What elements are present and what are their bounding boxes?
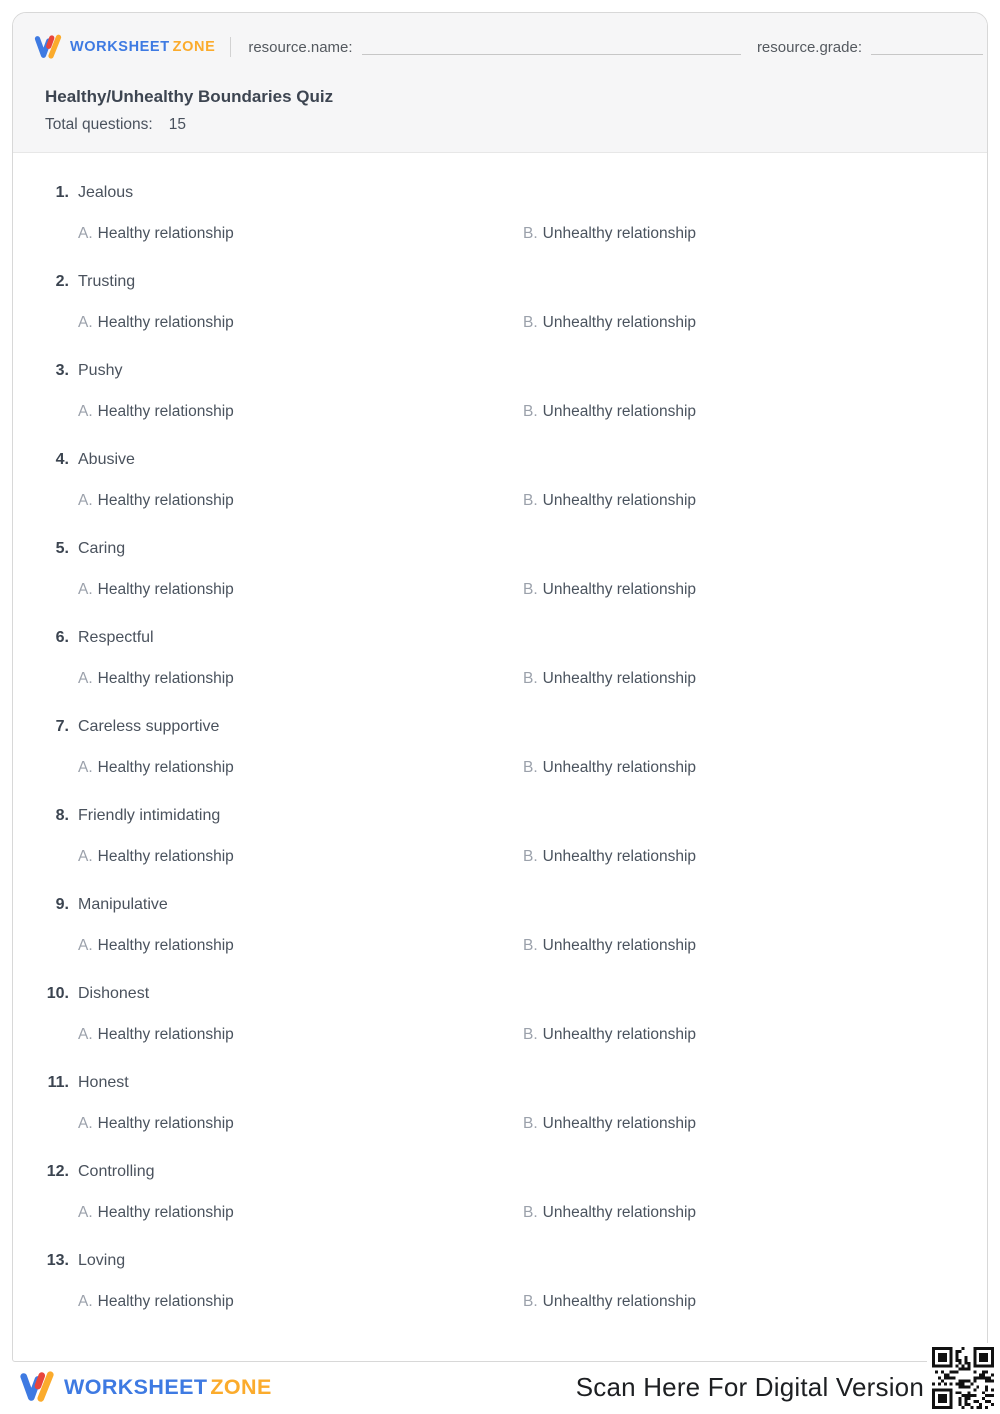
option-b-text: Unhealthy relationship	[542, 581, 697, 598]
question-block	[29, 538, 955, 600]
question-block	[29, 360, 955, 422]
option-b[interactable]	[523, 846, 955, 867]
question-row	[29, 360, 955, 382]
option-b-text: Unhealthy relationship	[542, 492, 697, 509]
option-b-letter: B.	[523, 492, 538, 509]
option-b-text: Unhealthy relationship	[542, 225, 697, 242]
option-b-letter: B.	[523, 670, 538, 687]
option-b-text: Unhealthy relationship	[542, 1293, 697, 1310]
question-text: Honest	[78, 1074, 129, 1091]
question-number: 3.	[55, 362, 69, 379]
question-number: 13.	[46, 1252, 69, 1269]
option-b-letter: B.	[523, 1026, 538, 1043]
questions-list	[13, 153, 987, 1312]
option-a-letter: A.	[78, 670, 93, 687]
question-row	[29, 716, 955, 738]
option-a[interactable]	[78, 401, 523, 422]
total-questions-label: Total questions:	[45, 116, 153, 133]
footer-brand-wordmark	[64, 1375, 272, 1400]
option-b-letter: B.	[523, 581, 538, 598]
question-text: Respectful	[78, 629, 154, 646]
option-b-letter: B.	[523, 1204, 538, 1221]
option-a-letter: A.	[78, 1115, 93, 1132]
option-a-text: Healthy relationship	[97, 1115, 234, 1132]
question-text: Dishonest	[78, 985, 150, 1002]
option-a-text: Healthy relationship	[97, 937, 234, 954]
question-number: 4.	[55, 451, 69, 468]
question-number: 7.	[55, 718, 69, 735]
question-options	[78, 1024, 955, 1045]
question-number: 12.	[46, 1163, 69, 1180]
question-options	[78, 846, 955, 867]
option-a-letter: A.	[78, 314, 93, 331]
option-a[interactable]	[78, 935, 523, 956]
option-b[interactable]	[523, 668, 955, 689]
total-questions-row	[45, 116, 983, 134]
resource-grade-blank-line	[871, 54, 983, 55]
option-b-text: Unhealthy relationship	[542, 937, 697, 954]
option-a[interactable]	[78, 1291, 523, 1312]
question-number: 9.	[55, 896, 69, 913]
question-options	[78, 579, 955, 600]
option-a-letter: A.	[78, 1026, 93, 1043]
option-a-text: Healthy relationship	[97, 670, 234, 687]
option-b-text: Unhealthy relationship	[542, 1026, 697, 1043]
option-b[interactable]	[523, 757, 955, 778]
qr-code	[927, 1343, 999, 1413]
option-a-letter: A.	[78, 937, 93, 954]
worksheetzone-logo-icon	[33, 31, 63, 63]
question-options	[78, 490, 955, 511]
question-row	[29, 271, 955, 293]
option-b[interactable]	[523, 1024, 955, 1045]
brand-word-worksheet: WORKSHEET	[64, 1374, 208, 1399]
scan-here-text: Scan Here For Digital Version	[575, 1371, 924, 1402]
question-options	[78, 757, 955, 778]
header-brand-row	[33, 30, 983, 64]
option-b-letter: B.	[523, 314, 538, 331]
question-row	[29, 983, 955, 1005]
brand-word-worksheet: WORKSHEET	[70, 39, 170, 55]
option-b[interactable]	[523, 579, 955, 600]
option-a-letter: A.	[78, 492, 93, 509]
option-b-text: Unhealthy relationship	[542, 1204, 697, 1221]
option-b-text: Unhealthy relationship	[542, 1115, 697, 1132]
total-questions-value: 15	[168, 116, 186, 133]
option-b-text: Unhealthy relationship	[542, 670, 697, 687]
question-text: Trusting	[78, 273, 136, 290]
question-options	[78, 223, 955, 244]
resource-grade-label: resource.grade:	[756, 38, 862, 56]
resource-name-blank-line	[362, 54, 741, 55]
question-number: 6.	[55, 629, 69, 646]
question-text: Careless supportive	[78, 718, 220, 735]
question-text: Caring	[78, 540, 126, 557]
question-row	[29, 1161, 955, 1183]
option-b[interactable]	[523, 1291, 955, 1312]
option-a-text: Healthy relationship	[97, 225, 234, 242]
option-b[interactable]	[523, 490, 955, 511]
question-block	[29, 716, 955, 778]
option-b[interactable]	[523, 312, 955, 333]
question-row	[29, 449, 955, 471]
question-row	[29, 627, 955, 649]
question-options	[78, 1202, 955, 1223]
option-b[interactable]	[523, 1113, 955, 1134]
question-block	[29, 1072, 955, 1134]
option-b-letter: B.	[523, 1115, 538, 1132]
question-text: Abusive	[78, 451, 135, 468]
question-block	[29, 805, 955, 867]
brand-word-zone: ZONE	[210, 1374, 272, 1399]
question-options	[78, 935, 955, 956]
option-a-text: Healthy relationship	[97, 1026, 234, 1043]
question-block	[29, 1161, 955, 1223]
question-block	[29, 1250, 955, 1312]
question-text: Friendly intimidating	[78, 807, 221, 824]
question-block	[29, 894, 955, 956]
option-b[interactable]	[523, 1202, 955, 1223]
option-a[interactable]	[78, 1113, 523, 1134]
option-b-letter: B.	[523, 759, 538, 776]
qr-code-image	[932, 1347, 994, 1409]
option-b-text: Unhealthy relationship	[542, 848, 697, 865]
option-b-letter: B.	[523, 937, 538, 954]
worksheet-card	[12, 12, 988, 1362]
option-a-text: Healthy relationship	[97, 314, 234, 331]
option-a[interactable]	[78, 846, 523, 867]
option-b-letter: B.	[523, 225, 538, 242]
question-row	[29, 182, 955, 204]
brand-word-zone: ZONE	[172, 39, 216, 55]
question-options	[78, 668, 955, 689]
option-b-text: Unhealthy relationship	[542, 403, 697, 420]
question-row	[29, 538, 955, 560]
page-footer	[12, 1366, 924, 1408]
question-number: 11.	[47, 1074, 69, 1091]
option-a[interactable]	[78, 1024, 523, 1045]
question-block	[29, 182, 955, 244]
question-row	[29, 805, 955, 827]
option-a-text: Healthy relationship	[97, 581, 234, 598]
question-number: 5.	[55, 540, 69, 557]
question-options	[78, 1291, 955, 1312]
option-a[interactable]	[78, 668, 523, 689]
question-text: Controlling	[78, 1163, 155, 1180]
option-a[interactable]	[78, 1202, 523, 1223]
question-number: 10.	[46, 985, 69, 1002]
question-block	[29, 983, 955, 1045]
option-b-letter: B.	[523, 848, 538, 865]
question-number: 1.	[55, 184, 69, 201]
question-row	[29, 1250, 955, 1272]
question-row	[29, 1072, 955, 1094]
question-block	[29, 627, 955, 689]
worksheetzone-logo-icon	[18, 1366, 56, 1408]
question-options	[78, 401, 955, 422]
header-divider	[230, 37, 231, 57]
option-a-text: Healthy relationship	[97, 403, 234, 420]
question-text: Manipulative	[78, 896, 168, 913]
option-a[interactable]	[78, 312, 523, 333]
option-a-letter: A.	[78, 225, 93, 242]
option-a-letter: A.	[78, 1293, 93, 1310]
footer-brand	[18, 1366, 272, 1408]
question-block	[29, 449, 955, 511]
brand-wordmark	[70, 39, 215, 55]
question-options	[78, 312, 955, 333]
option-a[interactable]	[78, 223, 523, 244]
question-text: Pushy	[78, 362, 123, 379]
option-a-text: Healthy relationship	[97, 1204, 234, 1221]
question-number: 2.	[55, 273, 69, 290]
quiz-title: Healthy/Unhealthy Boundaries Quiz	[45, 87, 334, 106]
option-a-text: Healthy relationship	[97, 759, 234, 776]
option-b[interactable]	[523, 401, 955, 422]
resource-name-label: resource.name:	[248, 38, 353, 56]
option-b-text: Unhealthy relationship	[542, 314, 697, 331]
question-row	[29, 894, 955, 916]
option-a-text: Healthy relationship	[97, 1293, 234, 1310]
question-block	[29, 271, 955, 333]
option-a-letter: A.	[78, 403, 93, 420]
question-text: Jealous	[78, 184, 134, 201]
option-b-text: Unhealthy relationship	[542, 759, 697, 776]
option-a-letter: A.	[78, 1204, 93, 1221]
option-b[interactable]	[523, 223, 955, 244]
option-a[interactable]	[78, 490, 523, 511]
option-a[interactable]	[78, 757, 523, 778]
option-a-text: Healthy relationship	[97, 848, 234, 865]
option-a-letter: A.	[78, 848, 93, 865]
option-a-text: Healthy relationship	[97, 492, 234, 509]
option-b-letter: B.	[523, 403, 538, 420]
option-a-letter: A.	[78, 581, 93, 598]
option-b-letter: B.	[523, 1293, 538, 1310]
option-a[interactable]	[78, 579, 523, 600]
question-options	[78, 1113, 955, 1134]
worksheet-header	[13, 13, 987, 153]
question-text: Loving	[78, 1252, 126, 1269]
option-b[interactable]	[523, 935, 955, 956]
option-a-letter: A.	[78, 759, 93, 776]
question-number: 8.	[55, 807, 69, 824]
